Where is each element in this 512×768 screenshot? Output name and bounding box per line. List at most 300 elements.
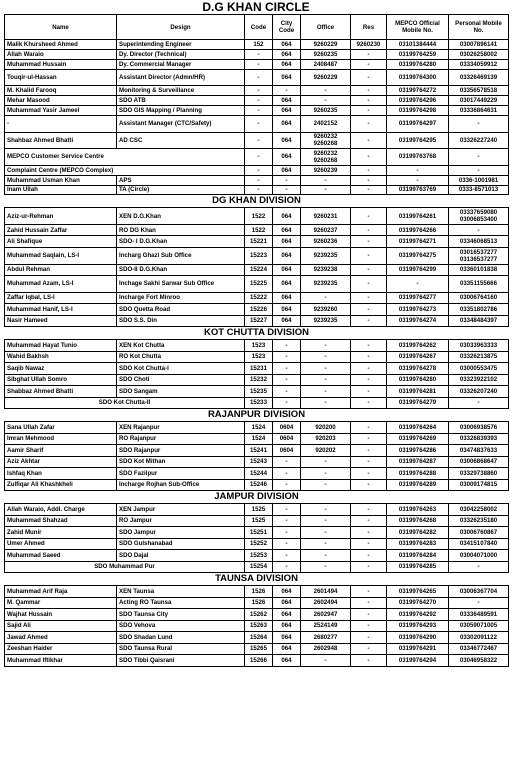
cell-office: - xyxy=(301,86,351,96)
cell-personal-mobile: 03360101838 xyxy=(449,264,509,276)
table-row xyxy=(5,538,509,550)
cell-code: 15232 xyxy=(245,374,273,386)
cell-city-code: 064 xyxy=(273,106,301,116)
cell-res: - xyxy=(351,292,387,304)
table-body xyxy=(5,40,509,667)
cell-code: 15227 xyxy=(245,315,273,327)
cell-office: - xyxy=(301,456,351,468)
cell-code: 15224 xyxy=(245,264,273,276)
cell-name: Ali Shafique xyxy=(5,236,117,248)
cell-code: 15244 xyxy=(245,468,273,480)
cell-office: 9260232 9260268 xyxy=(301,132,351,149)
cell-res: - xyxy=(351,363,387,375)
cell-design: SDO Sangam xyxy=(117,386,245,398)
cell-city-code: 064 xyxy=(273,655,301,667)
cell-res: - xyxy=(351,468,387,480)
cell-official-mobile: 03199764286 xyxy=(387,445,449,457)
cell-design: SDO- I D.G.Khan xyxy=(117,236,245,248)
cell-city-code: - xyxy=(273,397,301,409)
cell-personal-mobile: 03326213875 xyxy=(449,351,509,363)
section-heading-row xyxy=(5,409,509,422)
cell-city-code: 064 xyxy=(273,620,301,632)
cell-name: Wajhat Hussain xyxy=(5,609,117,621)
cell-personal-mobile: 03004071000 xyxy=(449,550,509,562)
cell-office: - xyxy=(301,538,351,550)
cell-name: Muhammad Usman Khan xyxy=(5,175,117,185)
cell-city-code: 064 xyxy=(273,304,301,316)
cell-design: SDO Fazilpur xyxy=(117,468,245,480)
cell-name: Muhammad Yasir Jameel xyxy=(5,106,117,116)
cell-city-code: 064 xyxy=(273,643,301,655)
cell-personal-mobile: 03326469139 xyxy=(449,69,509,86)
cell-office: 2602947 xyxy=(301,609,351,621)
header-design: Design xyxy=(117,15,245,40)
cell-personal-mobile: 03351155666 xyxy=(449,276,509,293)
header-personal-mobile: Personal Mobile No. xyxy=(449,15,509,40)
cell-name: Zaffar Iqbal, LS-I xyxy=(5,292,117,304)
cell-official-mobile: 03199764284 xyxy=(387,550,449,562)
cell-res: - xyxy=(351,620,387,632)
cell-res: - xyxy=(351,132,387,149)
cell-name: Nasir Hameed xyxy=(5,315,117,327)
cell-design: SDO Taunsa City xyxy=(117,609,245,621)
cell-name: Jawad Ahmed xyxy=(5,632,117,644)
cell-personal-mobile: - xyxy=(449,165,509,175)
cell-personal-mobile: 03323922102 xyxy=(449,374,509,386)
cell-res: - xyxy=(351,69,387,86)
cell-res: - xyxy=(351,397,387,409)
cell-res: - xyxy=(351,504,387,516)
table-row xyxy=(5,49,509,59)
cell-office: 9260235 xyxy=(301,49,351,59)
cell-code: 1522 xyxy=(245,224,273,236)
cell-res: - xyxy=(351,515,387,527)
cell-official-mobile: 03199764298 xyxy=(387,106,449,116)
section-heading: RAJANPUR DIVISION xyxy=(5,409,509,422)
cell-code: - xyxy=(245,149,273,166)
cell-official-mobile: 03199764274 xyxy=(387,315,449,327)
cell-code: - xyxy=(245,175,273,185)
cell-res: - xyxy=(351,609,387,621)
cell-res: - xyxy=(351,86,387,96)
cell-official-mobile: 03199764295 xyxy=(387,132,449,149)
section-heading: TAUNSA DIVISION xyxy=(5,573,509,586)
table-row xyxy=(5,208,509,225)
cell-name: Sajid Ali xyxy=(5,620,117,632)
table-row xyxy=(5,445,509,457)
table-row xyxy=(5,106,509,116)
table-row xyxy=(5,433,509,445)
cell-design: Incharg Ghazi Sub Office xyxy=(117,247,245,264)
cell-office: - xyxy=(301,504,351,516)
cell-name: Aziz-ur-Rehman xyxy=(5,208,117,225)
cell-city-code: 064 xyxy=(273,236,301,248)
page-title: D.G KHAN CIRCLE xyxy=(202,0,310,14)
cell-personal-mobile: 03006868647 xyxy=(449,456,509,468)
cell-design: SDO S.S. Din xyxy=(117,315,245,327)
table-row xyxy=(5,175,509,185)
cell-official-mobile: 03101384444 xyxy=(387,40,449,50)
cell-office: 9260229 xyxy=(301,40,351,50)
table-row xyxy=(5,550,509,562)
cell-official-mobile: 03199764297 xyxy=(387,115,449,132)
cell-code: - xyxy=(245,185,273,195)
header-row xyxy=(5,15,509,40)
cell-design: SDO ATB xyxy=(117,96,245,106)
table-row xyxy=(5,247,509,264)
cell-city-code: 0604 xyxy=(273,433,301,445)
table-row xyxy=(5,292,509,304)
cell-city-code: 064 xyxy=(273,96,301,106)
cell-res: - xyxy=(351,550,387,562)
cell-res: - xyxy=(351,236,387,248)
cell-res: - xyxy=(351,149,387,166)
table-row xyxy=(5,351,509,363)
cell-res: - xyxy=(351,247,387,264)
cell-name: Saqib Nawaz xyxy=(5,363,117,375)
cell-city-code: 064 xyxy=(273,264,301,276)
header-res: Res xyxy=(351,15,387,40)
cell-city-code: - xyxy=(273,527,301,539)
cell-city-code: 064 xyxy=(273,292,301,304)
cell-code: 15221 xyxy=(245,236,273,248)
cell-design: SDO Kot Chutta-I xyxy=(117,363,245,375)
cell-name: Mehar Masood xyxy=(5,96,117,106)
cell-code: 1525 xyxy=(245,504,273,516)
cell-personal-mobile: 03046958322 xyxy=(449,655,509,667)
cell-res: - xyxy=(351,208,387,225)
cell-design: SDO Rajanpur xyxy=(117,445,245,457)
cell-res: - xyxy=(351,351,387,363)
cell-city-code: 064 xyxy=(273,40,301,50)
cell-office: - xyxy=(301,468,351,480)
cell-office: 9260239 xyxy=(301,165,351,175)
cell-official-mobile: 03199764299 xyxy=(387,264,449,276)
cell-name: Zahid Munir xyxy=(5,527,117,539)
cell-personal-mobile: 03007896141 xyxy=(449,40,509,50)
cell-office: - xyxy=(301,550,351,562)
cell-name: Sibghat Ullah Somro xyxy=(5,374,117,386)
cell-design: SDO Choti xyxy=(117,374,245,386)
cell-design: RO DG Khan xyxy=(117,224,245,236)
cell-name: Aziz Akhtar xyxy=(5,456,117,468)
cell-code: 15226 xyxy=(245,304,273,316)
cell-personal-mobile: 03326227240 xyxy=(449,132,509,149)
cell-code: - xyxy=(245,96,273,106)
cell-official-mobile: 03199764278 xyxy=(387,363,449,375)
cell-official-mobile: 03199764261 xyxy=(387,208,449,225)
cell-code: 15253 xyxy=(245,550,273,562)
header-official-mobile: MEPCO Official Mobile No. xyxy=(387,15,449,40)
cell-code: 15252 xyxy=(245,538,273,550)
cell-design: XEN D.G.Khan xyxy=(117,208,245,225)
cell-code: 15231 xyxy=(245,363,273,375)
cell-city-code: 064 xyxy=(273,69,301,86)
cell-city-code: 064 xyxy=(273,165,301,175)
cell-name: Allah Waraio xyxy=(5,49,117,59)
cell-office: 2680277 xyxy=(301,632,351,644)
cell-code: 152 xyxy=(245,40,273,50)
cell-official-mobile: 03199764262 xyxy=(387,340,449,352)
cell-res: - xyxy=(351,106,387,116)
cell-res: - xyxy=(351,304,387,316)
table-row xyxy=(5,515,509,527)
cell-city-code: 0604 xyxy=(273,445,301,457)
cell-design: XEN Taunsa xyxy=(117,586,245,598)
cell-official-mobile: 03199764265 xyxy=(387,586,449,598)
cell-code: - xyxy=(245,132,273,149)
cell-design: Dy. Director (Technical) xyxy=(117,49,245,59)
cell-res: - xyxy=(351,597,387,609)
cell-code: - xyxy=(245,106,273,116)
cell-personal-mobile: 03334059912 xyxy=(449,59,509,69)
cell-personal-mobile: 03033963333 xyxy=(449,340,509,352)
cell-name: Aamir Sharif xyxy=(5,445,117,457)
cell-office: 2602494 xyxy=(301,597,351,609)
cell-city-code: 064 xyxy=(273,115,301,132)
cell-city-code: 064 xyxy=(273,632,301,644)
table-row xyxy=(5,149,509,166)
cell-res: - xyxy=(351,315,387,327)
table-row xyxy=(5,422,509,434)
contact-table xyxy=(4,14,509,667)
cell-design: Monitoring & Surveillance xyxy=(117,86,245,96)
cell-name: - xyxy=(5,115,117,132)
cell-official-mobile: 03199764269 xyxy=(387,433,449,445)
cell-name: Zeeshan Haider xyxy=(5,643,117,655)
cell-design: RO Rajanpur xyxy=(117,433,245,445)
cell-res: - xyxy=(351,561,387,573)
section-heading-row xyxy=(5,573,509,586)
section-heading: DG KHAN DIVISION xyxy=(5,195,509,208)
cell-city-code: 064 xyxy=(273,276,301,293)
cell-official-mobile: 03199764280 xyxy=(387,374,449,386)
cell-design: SDO-II D.G.Khan xyxy=(117,264,245,276)
cell-city-code: 064 xyxy=(273,132,301,149)
cell-official-mobile: 03199764285 xyxy=(387,561,449,573)
cell-design: SDO Shadan Lund xyxy=(117,632,245,644)
table-row xyxy=(5,597,509,609)
cell-code: 15223 xyxy=(245,247,273,264)
cell-office: - xyxy=(301,479,351,491)
cell-personal-mobile: - xyxy=(449,561,509,573)
cell-code: 15233 xyxy=(245,397,273,409)
cell-official-mobile: 03199764283 xyxy=(387,538,449,550)
table-row xyxy=(5,224,509,236)
cell-design: SDO Kot Mithan xyxy=(117,456,245,468)
table-row xyxy=(5,620,509,632)
cell-name: Muhammad Shahzad xyxy=(5,515,117,527)
cell-res: - xyxy=(351,433,387,445)
cell-official-mobile: 03199764288 xyxy=(387,468,449,480)
cell-personal-mobile: 03326235180 xyxy=(449,515,509,527)
cell-design: XEN Rajanpur xyxy=(117,422,245,434)
cell-res: - xyxy=(351,655,387,667)
header-office: Office xyxy=(301,15,351,40)
contact-directory-page xyxy=(4,0,508,667)
cell-office: 9239238 xyxy=(301,264,351,276)
cell-personal-mobile: 03009174815 xyxy=(449,479,509,491)
cell-res: - xyxy=(351,165,387,175)
cell-city-code: - xyxy=(273,515,301,527)
cell-name: Zulfiqar Ali Khashkheli xyxy=(5,479,117,491)
cell-official-mobile: 03199764272 xyxy=(387,86,449,96)
cell-office: 2602948 xyxy=(301,643,351,655)
cell-code: 1526 xyxy=(245,586,273,598)
cell-personal-mobile: - xyxy=(449,397,509,409)
cell-official-mobile: 03199764277 xyxy=(387,292,449,304)
cell-design: Incharge Rojhan Sub-Office xyxy=(117,479,245,491)
cell-name: Imran Mehmood xyxy=(5,433,117,445)
table-row xyxy=(5,386,509,398)
cell-office: 2601494 xyxy=(301,586,351,598)
cell-personal-mobile: 0336-1001981 xyxy=(449,175,509,185)
table-row xyxy=(5,40,509,50)
header-city-code: City Code xyxy=(273,15,301,40)
cell-office: 9260229 xyxy=(301,69,351,86)
section-heading-row xyxy=(5,195,509,208)
cell-personal-mobile: 03329738860 xyxy=(449,468,509,480)
cell-personal-mobile: - xyxy=(449,224,509,236)
header-name: Name xyxy=(5,15,117,40)
cell-personal-mobile: 03326207240 xyxy=(449,386,509,398)
cell-office: - xyxy=(301,374,351,386)
cell-city-code: 064 xyxy=(273,247,301,264)
cell-official-mobile: - xyxy=(387,175,449,185)
cell-office: 9260237 xyxy=(301,224,351,236)
cell-official-mobile: 03199764259 xyxy=(387,49,449,59)
table-row xyxy=(5,374,509,386)
cell-code: 1524 xyxy=(245,422,273,434)
cell-office: - xyxy=(301,292,351,304)
cell-city-code: 064 xyxy=(273,586,301,598)
cell-res: - xyxy=(351,586,387,598)
cell-code: 15222 xyxy=(245,292,273,304)
cell-name: Wahid Bakhsh xyxy=(5,351,117,363)
cell-res: - xyxy=(351,96,387,106)
cell-city-code: - xyxy=(273,363,301,375)
cell-name: Muhammad Saeed xyxy=(5,550,117,562)
table-row xyxy=(5,609,509,621)
cell-code: 15265 xyxy=(245,643,273,655)
cell-city-code: 064 xyxy=(273,149,301,166)
table-row xyxy=(5,504,509,516)
table-row xyxy=(5,132,509,149)
cell-design: SDO Taunsa Rural xyxy=(117,643,245,655)
cell-res: - xyxy=(351,422,387,434)
section-heading-row xyxy=(5,491,509,504)
cell-personal-mobile: 03348484397 xyxy=(449,315,509,327)
cell-official-mobile: 03199764300 xyxy=(387,69,449,86)
cell-office: 9260235 xyxy=(301,106,351,116)
cell-name: Muhammad Hussain xyxy=(5,59,117,69)
cell-name: Allah Waraio, Addl. Charge xyxy=(5,504,117,516)
cell-official-mobile: 03199764287 xyxy=(387,456,449,468)
cell-code: 15263 xyxy=(245,620,273,632)
cell-design: SDO Jampur xyxy=(117,527,245,539)
cell-official-mobile: 03199764266 xyxy=(387,224,449,236)
cell-name: Muhammad Hanif, LS-I xyxy=(5,304,117,316)
cell-name: Zahid Hussain Zaffar xyxy=(5,224,117,236)
cell-office: - xyxy=(301,340,351,352)
cell-city-code: - xyxy=(273,538,301,550)
cell-name: Muhammad Arif Raja xyxy=(5,586,117,598)
cell-official-mobile: 03199764290 xyxy=(387,632,449,644)
cell-name: SDO Kot Chutta-II xyxy=(5,397,245,409)
cell-city-code: - xyxy=(273,468,301,480)
cell-city-code: - xyxy=(273,386,301,398)
cell-office: 9239235 xyxy=(301,247,351,264)
cell-design: XEN Jampur xyxy=(117,504,245,516)
cell-city-code: 064 xyxy=(273,59,301,69)
cell-office: - xyxy=(301,397,351,409)
cell-name: Ishfaq Khan xyxy=(5,468,117,480)
table-row xyxy=(5,586,509,598)
cell-code: 1523 xyxy=(245,351,273,363)
cell-official-mobile: 03199764291 xyxy=(387,643,449,655)
cell-design: SDO Vehova xyxy=(117,620,245,632)
table-row xyxy=(5,632,509,644)
cell-official-mobile: 03199764273 xyxy=(387,304,449,316)
cell-res: - xyxy=(351,632,387,644)
cell-personal-mobile: 03006938576 xyxy=(449,422,509,434)
cell-personal-mobile: 03356578518 xyxy=(449,86,509,96)
cell-res: - xyxy=(351,479,387,491)
cell-city-code: 064 xyxy=(273,224,301,236)
cell-office: 9260236 xyxy=(301,236,351,248)
cell-res: - xyxy=(351,264,387,276)
cell-official-mobile: 03199764293 xyxy=(387,620,449,632)
cell-office: 9239235 xyxy=(301,315,351,327)
table-row xyxy=(5,185,509,195)
cell-code: - xyxy=(245,69,273,86)
cell-city-code: 064 xyxy=(273,208,301,225)
cell-official-mobile: 03199763769 xyxy=(387,185,449,195)
cell-design: APS xyxy=(117,175,245,185)
cell-design: RO Kot Chutta xyxy=(117,351,245,363)
cell-res: - xyxy=(351,538,387,550)
table-row xyxy=(5,561,509,573)
cell-personal-mobile: - xyxy=(449,149,509,166)
cell-office: 920202 xyxy=(301,445,351,457)
cell-name: SDO Muhammad Pur xyxy=(5,561,245,573)
cell-city-code: - xyxy=(273,561,301,573)
cell-personal-mobile: 03000553475 xyxy=(449,363,509,375)
cell-code: 15262 xyxy=(245,609,273,621)
cell-city-code: - xyxy=(273,456,301,468)
cell-res: - xyxy=(351,185,387,195)
cell-design: AD CSC xyxy=(117,132,245,149)
cell-name: Umer Ahmed xyxy=(5,538,117,550)
table-row xyxy=(5,165,509,175)
cell-personal-mobile: 03006760867 xyxy=(449,527,509,539)
cell-city-code: 064 xyxy=(273,315,301,327)
cell-res: - xyxy=(351,175,387,185)
cell-design: Assistant Manager (CTC/Safety) xyxy=(117,115,245,132)
cell-city-code: - xyxy=(273,86,301,96)
cell-personal-mobile: 03337659080 03006853400 xyxy=(449,208,509,225)
cell-name: M. Qammar xyxy=(5,597,117,609)
cell-name: M. Khalid Farooq xyxy=(5,86,117,96)
cell-city-code: - xyxy=(273,340,301,352)
cell-code: 15254 xyxy=(245,561,273,573)
cell-code: 15241 xyxy=(245,445,273,457)
cell-design: SDO GIS Mapping / Planning xyxy=(117,106,245,116)
cell-personal-mobile: 03336489591 xyxy=(449,609,509,621)
cell-city-code: 064 xyxy=(273,609,301,621)
cell-personal-mobile: - xyxy=(449,597,509,609)
cell-name: Muhammad Azam, LS-I xyxy=(5,276,117,293)
